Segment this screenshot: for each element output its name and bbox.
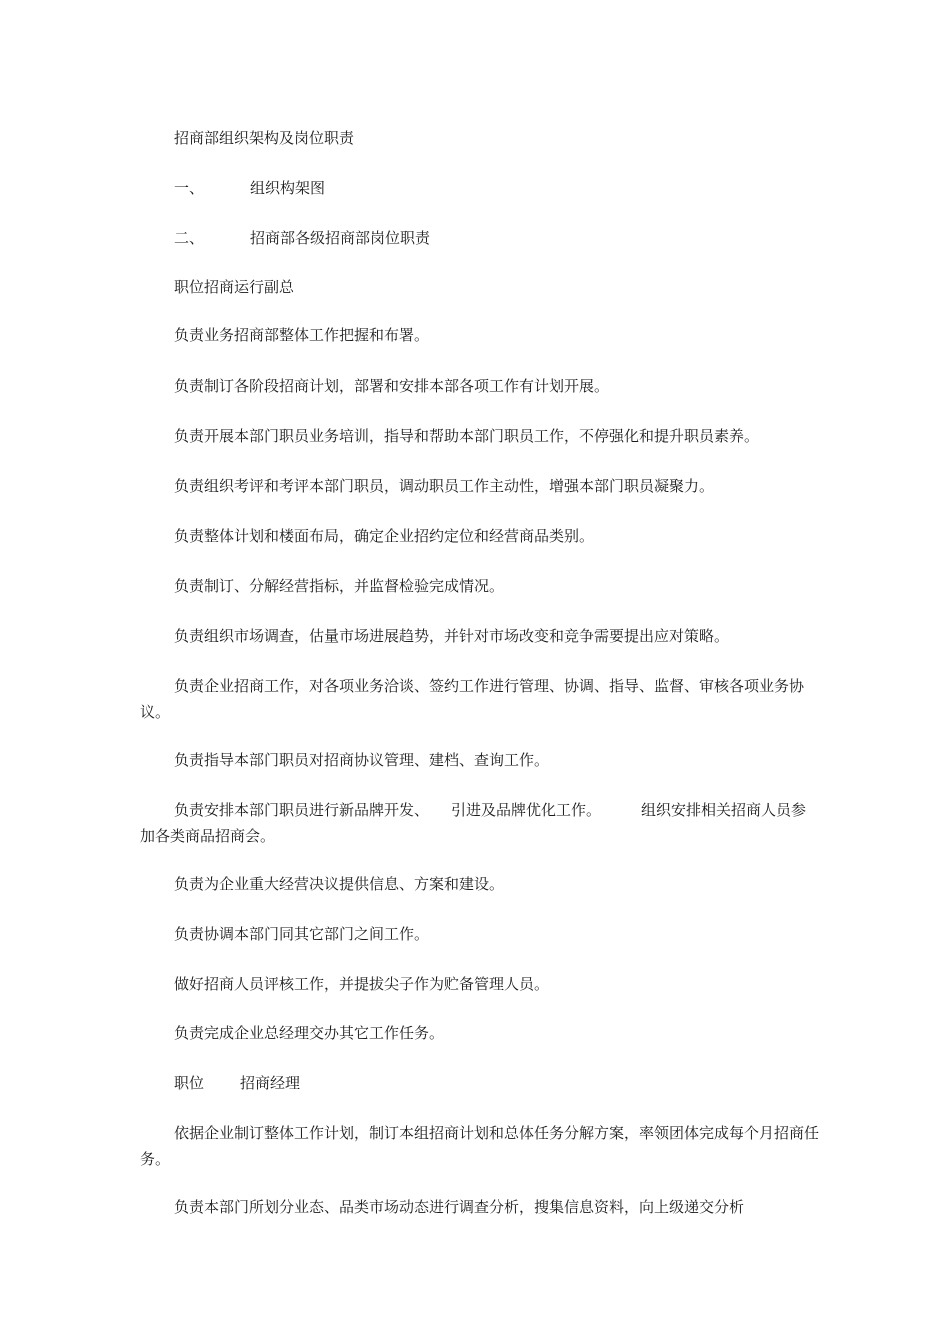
section-text: 招商部各级招商部岗位职责 bbox=[250, 229, 431, 247]
section-text: 组织构架图 bbox=[250, 179, 326, 197]
position-label: 职位 bbox=[174, 1074, 205, 1092]
position-heading-1: 职位招商运行副总 bbox=[174, 278, 295, 296]
duty-item: 负责企业招商工作，对各项业务洽谈、签约工作进行管理、协调、指导、监督、审核各项业务协议。 bbox=[140, 677, 805, 721]
duty-item: 负责指导本部门职员对招商协议管理、建档、查询工作。 bbox=[174, 751, 550, 769]
duty-item: 负责制订、分解经营指标，并监督检验完成情况。 bbox=[174, 577, 505, 595]
duty-item: 依据企业制订整体工作计划，制订本组招商计划和总体任务分解方案，率领团体完成每个月招商任务。 bbox=[140, 1124, 820, 1168]
position-heading-2 bbox=[174, 1071, 300, 1095]
section-number: 一、 bbox=[174, 179, 205, 197]
duty-part: 负责安排本部门职员进行新品牌开发、 bbox=[174, 801, 430, 819]
duty-item: 负责协调本部门同其它部门之间工作。 bbox=[174, 925, 430, 943]
section-heading-1 bbox=[174, 176, 325, 200]
duty-item: 负责开展本部门职员业务培训，指导和帮助本部门职员工作，不停强化和提升职员素养。 bbox=[174, 427, 760, 445]
duty-item: 负责完成企业总经理交办其它工作任务。 bbox=[174, 1024, 445, 1042]
duty-item: 负责组织考评和考评本部门职员，调动职员工作主动性，增强本部门职员凝聚力。 bbox=[174, 477, 715, 495]
section-heading-2 bbox=[174, 226, 430, 250]
duty-item: 负责制订各阶段招商计划，部署和安排本部各项工作有计划开展。 bbox=[174, 377, 610, 395]
duty-item: 负责为企业重大经营决议提供信息、方案和建设。 bbox=[174, 875, 505, 893]
duty-item: 做好招商人员评核工作，并提拔尖子作为贮备管理人员。 bbox=[174, 975, 550, 993]
duty-item: 负责本部门所划分业态、品类市场动态进行调查分析，搜集信息资料，向上级递交分析 bbox=[174, 1198, 745, 1216]
duty-part: 组织安排相关招商人员参加各类商品招商会。 bbox=[140, 801, 807, 845]
duty-part: 引进及品牌优化工作。 bbox=[451, 801, 602, 819]
section-number: 二、 bbox=[174, 229, 205, 247]
duty-item: 负责组织市场调查，估量市场进展趋势，并针对市场改变和竞争需要提出应对策略。 bbox=[174, 627, 730, 645]
document-title: 招商部组织架构及岗位职责 bbox=[174, 129, 355, 147]
duty-item: 负责整体计划和楼面布局，确定企业招约定位和经营商品类别。 bbox=[174, 527, 595, 545]
duty-item-split bbox=[140, 797, 820, 849]
duty-item: 负责业务招商部整体工作把握和布署。 bbox=[174, 326, 430, 344]
position-name: 招商经理 bbox=[240, 1074, 301, 1092]
